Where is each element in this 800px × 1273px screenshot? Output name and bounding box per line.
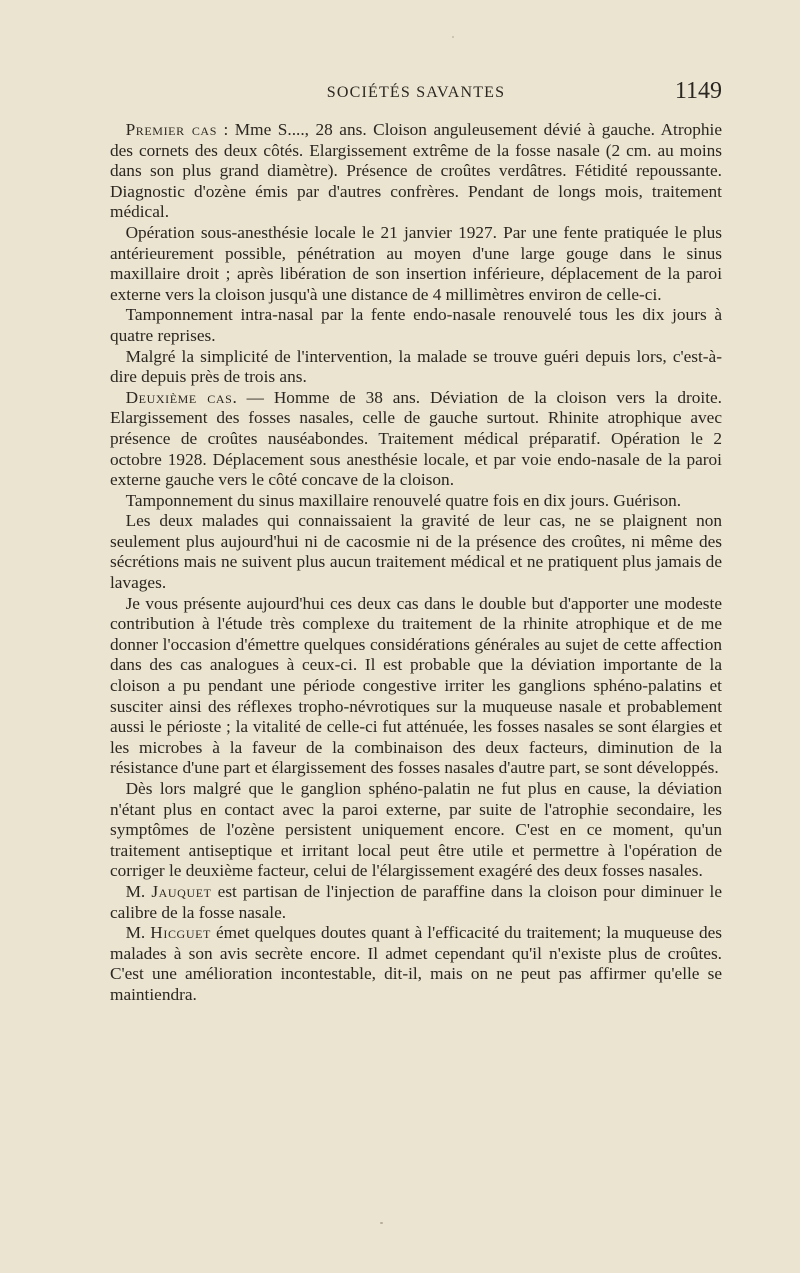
paragraph xyxy=(110,120,722,223)
paragraph-text: : Mme S...., 28 ans. Cloison anguleusement dévié à gauche. Atrophie des cornets des deux côtés. Elargissement extrême de la fosse nasale (2 cm. au moins dans son plus grand diamètre). Présence de croûtes verdâtres. Fétidité repoussante. Diagnostic d'ozène émis par d'autres confrères. Pendant de longs mois, traitement médical. xyxy=(110,120,722,222)
speaker-name: Hicguet xyxy=(150,923,211,943)
paragraph xyxy=(110,923,722,1005)
paragraph-text: . — Homme de 38 ans. Déviation de la cloison vers la droite. Elargissement des fosses nasales, celle de gauche surtout. Rhinite atrophique avec présence de croûtes nauséabondes. Traitement médical préparatif. Opération le 2 octobre 1928. Déplacement sous anesthésie locale, et par voie endo-nasale de la paroi externe gauche vers le côté concave de la cloison. xyxy=(110,387,722,490)
page-number: 1149 xyxy=(674,78,722,104)
speaker-prefix: M. xyxy=(125,881,152,901)
paragraph-text: Tamponnement du sinus maxillaire renouvelé quatre fois en dix jours. Guérison. xyxy=(125,490,682,510)
running-head: SOCIÉTÉS SAVANTES xyxy=(326,84,506,101)
body-text xyxy=(110,120,722,1006)
paragraph xyxy=(110,779,722,882)
paragraph-text: émet quelques doutes quant à l'efficacité du traitement; la muqueuse des malades à son avis secrète encore. Il admet cependant qu'il n'existe plus de croûtes. C'est une amélioration incontestable, dit-il, mais on ne peut pas affirmer qu'elle se maintiendra. xyxy=(110,923,722,1004)
paragraph xyxy=(110,388,722,491)
paragraph-text: Tamponnement intra-nasal par la fente endo-nasale renouvelé tous les dix jours à quatre reprises. xyxy=(110,305,722,345)
paper-speck xyxy=(380,1222,383,1224)
paragraph xyxy=(110,347,722,388)
paragraph-text: Je vous présente aujourd'hui ces deux cas dans le double but d'apporter une modeste contribution à l'étude très complexe du traitement de la rhinite atrophique et de me donner l'occasion d'émettre quelques considérations générales au sujet de cette affection dans des cas analogues à ceux-ci. Il est probable que la déviation importante de la cloison a pu pendant une période congestive irriter les ganglions sphéno-palatins et susciter ainsi des réflexes tropho-névrotiques sur la muqueuse nasale et probablement aussi le périoste ; la vitalité de celle-ci fut atténuée, les fosses nasales se sont élargies et les microbes à la faveur de la combinaison des deux facteurs, diminution de la résistance d'une part et élargissement des fosses nasales d'autre part, se sont développés. xyxy=(110,593,722,778)
paragraph-text: Opération sous-anesthésie locale le 21 janvier 1927. Par une fente pratiquée le plus antérieurement possible, pénétration au moyen d'une large gouge dans le sinus maxillaire droit ; après libération de son insertion inférieure, déplacement de la paroi externe vers la cloison jusqu'à une distance de 4 millimètres environ de celle-ci. xyxy=(110,222,722,304)
case-heading: Premier cas xyxy=(125,120,217,139)
page-header xyxy=(110,78,722,110)
paragraph-text: Les deux malades qui connaissaient la gravité de leur cas, ne se plaignent non seulement plus aujourd'hui ni de cacosmie ni de la présence des croûtes, ni même des sécrétions mais ne suivent plus aucun traitement médical et ne pratiquent plus jamais de lavages. xyxy=(110,511,722,593)
paragraph xyxy=(110,491,722,512)
paper-speck xyxy=(452,36,454,38)
paragraph xyxy=(110,511,722,593)
speaker-prefix: M. xyxy=(125,923,151,943)
paragraph xyxy=(110,882,722,923)
paragraph xyxy=(110,223,722,305)
paragraph xyxy=(110,594,722,779)
paragraph xyxy=(110,305,722,346)
case-heading: Deuxième cas xyxy=(125,387,233,407)
paragraph-text: Malgré la simplicité de l'intervention, la malade se trouve guéri depuis lors, c'est-à-dire depuis près de trois ans. xyxy=(110,346,722,387)
paragraph-text: Dès lors malgré que le ganglion sphéno-palatin ne fut plus en cause, la déviation n'étant plus en contact avec la paroi externe, par suite de l'atrophie secondaire, les symptômes de l'ozène persistent uniquement encore. C'est en ce moment, qu'un traitement antiseptique et irritant local peut être utile et permettre à l'opération de corriger le deuxième facteur, celui de l'élargissement exagéré des deux fosses nasales. xyxy=(110,779,722,881)
speaker-name: Jauquet xyxy=(151,881,212,901)
paragraph-text: est partisan de l'injection de paraffine dans la cloison pour diminuer le calibre de la fosse nasale. xyxy=(110,881,722,922)
